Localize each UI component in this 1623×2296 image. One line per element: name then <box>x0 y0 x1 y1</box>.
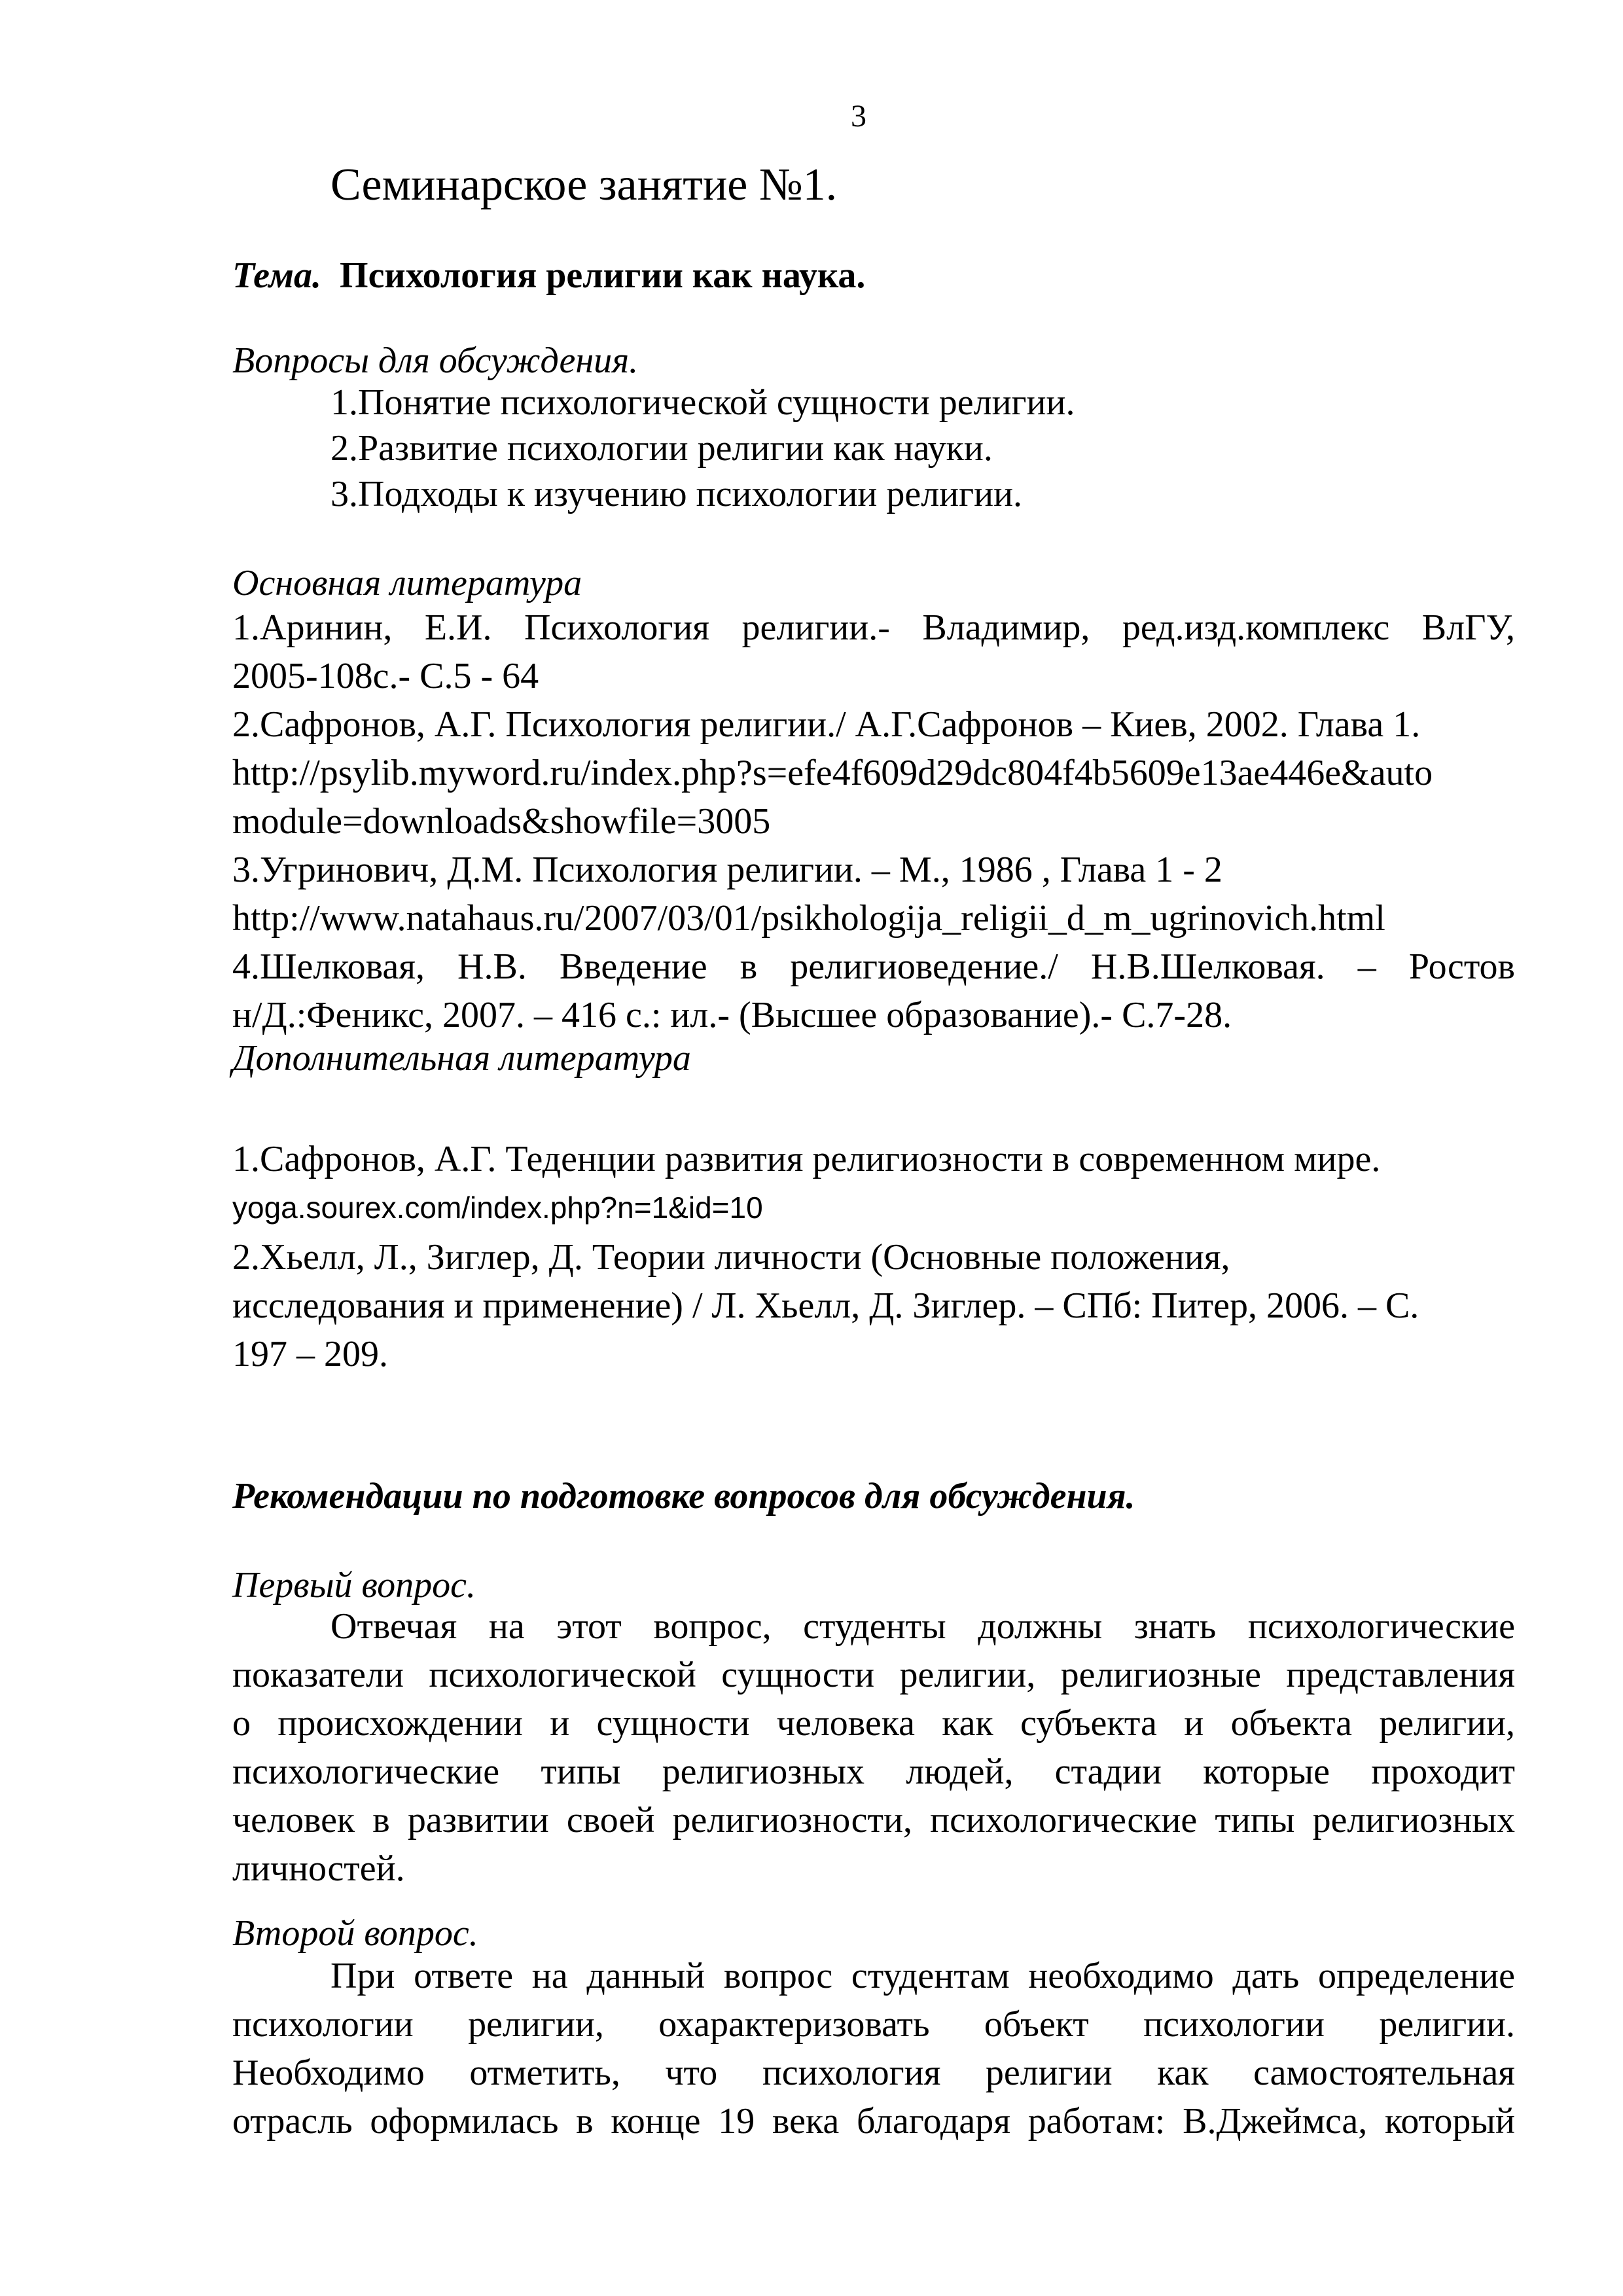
main-literature-heading: Основная литература <box>232 563 582 603</box>
topic-text: Психология религии как наука. <box>340 255 866 296</box>
paragraph-line: Отвечая на этот вопрос, студенты должны знать психологические <box>330 1606 1515 1647</box>
second-question-heading: Второй вопрос. <box>232 1913 478 1954</box>
additional-literature-item-2 <box>232 1233 1515 1378</box>
paragraph-line: психологические типы религиозных людей, стадии которые проходит <box>232 1751 1515 1792</box>
page-title: Семинарское занятие №1. <box>330 160 838 210</box>
literature-line: 4.Шелковая, Н.В. Введение в религиоведение./ Н.В.Шелковая. – Ростов <box>232 946 1515 987</box>
page-number: 3 <box>851 99 866 134</box>
paragraph-line: о происхождении и сущности человека как субъекта и объекта религии, <box>232 1703 1515 1744</box>
literature-line: 1.Сафронов, А.Г. Теденции развития религиозности в современном мире. <box>232 1139 1381 1179</box>
main-literature-list <box>232 603 1515 1039</box>
recommendations-heading: Рекомендации по подготовке вопросов для обсуждения. <box>232 1476 1135 1516</box>
paragraph-line: отрасль оформилась в конце 19 века благодаря работам: В.Джеймса, который <box>232 2101 1515 2142</box>
literature-url[interactable]: module=downloads&showfile=3005 <box>232 801 771 842</box>
paragraph-line: личностей. <box>232 1848 405 1889</box>
additional-literature-heading: Дополнительная литература <box>232 1038 691 1079</box>
literature-line: 2.Хьелл, Л., Зиглер, Д. Теории личности (Основные положения, <box>232 1237 1230 1278</box>
literature-line: 3.Угринович, Д.М. Психология религии. – М., 1986 , Глава 1 - 2 <box>232 850 1222 890</box>
literature-line: 197 – 209. <box>232 1334 388 1374</box>
literature-line: 1.Аринин, Е.И. Психология религии.- Владимир, ред.изд.комплекс ВлГУ, <box>232 607 1515 648</box>
literature-line: исследования и применение) / Л. Хьелл, Д. Зиглер. – СПб: Питер, 2006. – С. <box>232 1285 1419 1326</box>
paragraph-line: При ответе на данный вопрос студентам необходимо дать определение <box>330 1956 1515 1996</box>
first-question-heading: Первый вопрос. <box>232 1565 476 1605</box>
literature-line: 2.Сафронов, А.Г. Психология религии./ А.Г.Сафронов – Киев, 2002. Глава 1. <box>232 704 1421 745</box>
first-question-paragraph <box>232 1602 1515 1893</box>
discussion-item: 3.Подходы к изучению психологии религии. <box>330 474 1023 514</box>
discussion-heading: Вопросы для обсуждения. <box>232 340 639 381</box>
discussion-item: 1.Понятие психологической сущности религии. <box>330 382 1075 423</box>
literature-url[interactable]: http://psylib.myword.ru/index.php?s=efe4f609d29dc804f4b5609e13ae446e&auto <box>232 753 1433 793</box>
topic-line <box>232 251 865 300</box>
paragraph-line: психологии религии, охарактеризовать объект психологии религии. <box>232 2004 1515 2045</box>
topic-label: Тема. <box>232 255 322 296</box>
literature-url[interactable]: yoga.sourex.com/index.php?n=1&id=10 <box>232 1191 763 1225</box>
literature-line: 2005-108с.- С.5 - 64 <box>232 656 539 696</box>
second-question-paragraph <box>232 1952 1515 2145</box>
literature-url[interactable]: http://www.natahaus.ru/2007/03/01/psikhologija_religii_d_m_ugrinovich.html <box>232 898 1385 939</box>
discussion-item: 2.Развитие психологии религии как науки. <box>330 428 993 469</box>
literature-line: н/Д.:Феникс, 2007. – 416 с.: ил.- (Высшее образование).- С.7-28. <box>232 995 1232 1035</box>
paragraph-line: Необходимо отметить, что психология религии как самостоятельная <box>232 2053 1515 2093</box>
additional-literature-item-1 <box>232 1135 1515 1232</box>
paragraph-line: человек в развитии своей религиозности, психологические типы религиозных <box>232 1800 1515 1840</box>
paragraph-line: показатели психологической сущности религии, религиозные представления <box>232 1655 1515 1695</box>
